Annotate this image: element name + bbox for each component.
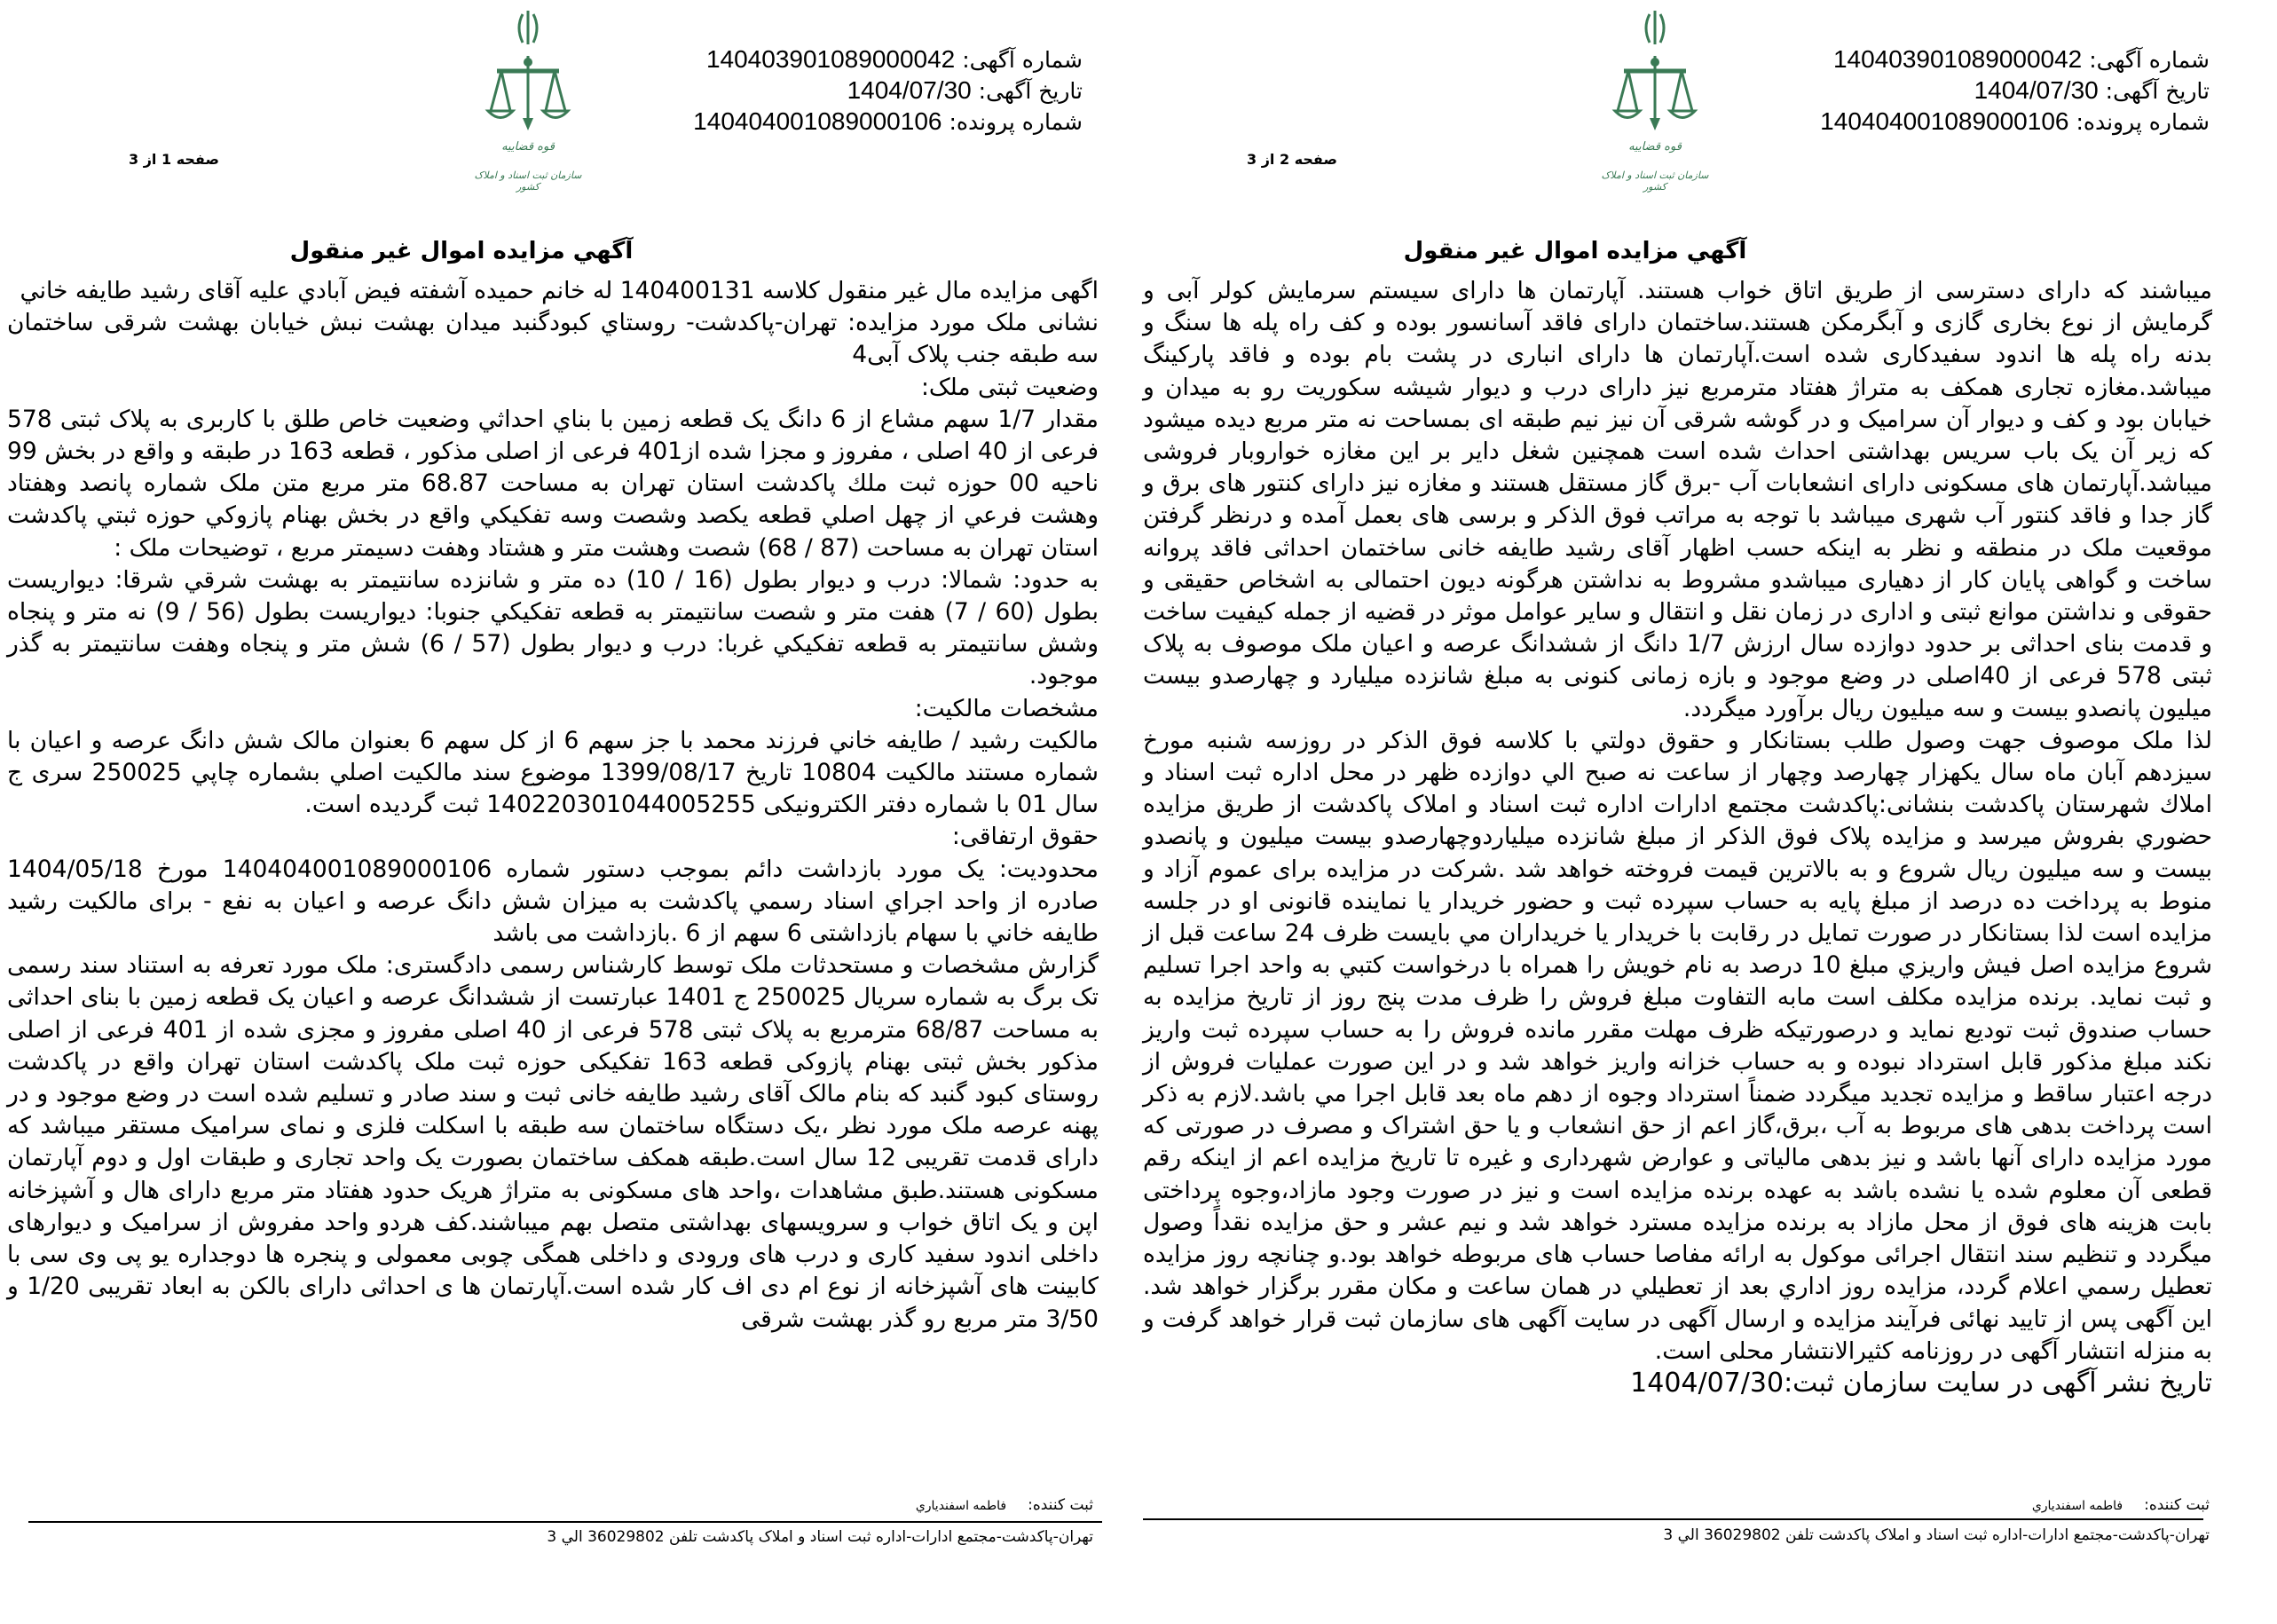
page-2 — [1136, 0, 2263, 1624]
file-number: 140404001089000106 — [693, 107, 942, 135]
notice-meta — [693, 44, 1083, 138]
judiciary-logo — [1601, 7, 1709, 198]
footer-divider — [1143, 1518, 2203, 1520]
scales-of-justice-icon — [484, 7, 572, 140]
notice-body — [1143, 275, 2212, 1399]
logo-caption-registration-org: سازمان ثبت اسناد و املاک کشور — [1601, 169, 1709, 193]
paragraph: به حدود: شمالا: درب و دیوار بطول (16 / 10) ده متر و شانزده سانتیمتر به بهشت شرقي شرقا: دیواریست بطول (60 / 7) هفت متر و شصت سانتیمتر به قطعه تفکیکي جنوبا: دیواریست بطول (56 / 9) نه متر و پنجاه وشش سانتیمتر به قطعه تفکیکي غربا: درب و دیوار بطول (57 / 6) شش متر و پنجاه وهفت سانتیمتر به گذر موجود. — [7, 565, 1099, 690]
notice-date-row — [1820, 75, 2210, 106]
file-number: 140404001089000106 — [1820, 107, 2069, 135]
notice-date-label: تاریخ آگهی: — [978, 78, 1083, 104]
file-number-label: شماره پرونده: — [949, 109, 1083, 135]
paragraph: نشانی ملک مورد مزایده: تهران-پاکدشت- روستاي کبودگنبد میدان بهشت نبش خیابان بهشت شرقی ساختمان سه طبقه جنب پلاک آبی4 — [7, 309, 1099, 369]
registrar-name: فاطمه اسفندیاري — [915, 1499, 1007, 1513]
paragraph: میباشند که دارای دسترسی از طریق اتاق خواب هستند. آپارتمان ها دارای سیستم سرمایش کولر آبی و گرمایش از نوع بخاری گازی و آبگرمکن هستند.ساختمان دارای فاقد آسانسور بوده و کف راه پله ها سنگ و بدنه راه پله ها اندود سفیدکاری شده است.آپارتمان ها دارای انباری در پشت بام بوده و فاقد پارکینگ میباشد.مغازه تجاری همکف به متراژ هفتاد مترمربع نیز دارای درب و دیوار شیشه سکوریت رو به میدان و خیابان بود و کف و دیوار آن سرامیک و در گوشه شرقی آن نیز نیم طبقه ای بمساحت نه متر مربع دیده میشود که زیر آن یک باب سریس بهداشتی احداث شده است همچنین شغل دایر بر این مغازه خواروبار فروشی میباشد.آپارتمان های مسکونی دارای انشعابات آب -برق گاز مستقل هستند و مغازه نیز دارای کنتور های برق و گاز جدا و فاقد کنتور آب شهری میباشد با توجه به مراتب فوق الذکر و برسی های بعمل آمده و درنظر گرفتن موقعیت ملک در منطقه و نظر به اینکه حسب اظهار آقای رشید طایفه خانی ساختمان احداثی فاقد پروانه ساخت و گواهی پایان کار از دهیاری میباشدو مشروط به نداشتن هرگونه دیون احتمالی به اشخاص حقیقی و حقوقی و نداشتن موانع ثبتی و اداری در زمان نقل و انتقال و سایر عوامل موثر در قضیه از جمله کیفیت ساخت و قدمت بنای احداثی بر حدود دوازده سال ارزش 1/7 دانگ از ششدانگ عرصه و اعیان ملک موصوف به پلاک ثبتی 578 فرعی از 40اصلی در وضع موجود و بازه زمانی کنونی به مبلغ شانزده میلیارد و چهارصدو بیست میلیون پانصدو بیست و سه میلیون ریال برآورد میگردد. — [1143, 277, 2212, 722]
paragraph: اگهی مزایده مال غیر منقول کلاسه 140400131 له خانم حمیده آشفته فیض آبادي علیه آقای رشید طایفه خاني — [20, 277, 1099, 304]
logo-caption-registration-org: سازمان ثبت اسناد و املاک کشور — [474, 169, 582, 193]
notice-number-row — [1820, 44, 2210, 75]
page-number: صفحه 1 از 3 — [129, 151, 219, 168]
notice-number: 140403901089000042 — [705, 45, 956, 73]
paragraph: وضعیت ثبتی ملک: — [920, 373, 1099, 401]
paragraph: مالکیت رشید / طایفه خاني فرزند محمد با جز سهم 6 از کل سهم 6 بعنوان مالک شش دانگ عرصه و اعیان با شماره مستند مالکیت 10804 تاریخ 1399/08/17 موضوع سند مالکیت اصلي بشماره چاپي 250025 سری ج سال 01 با شماره دفتر الکترونیکی 140220301044005255 ثبت گردیده است. — [7, 726, 1099, 819]
paragraph: لذا ملک موصوف جهت وصول طلب بستانکار و حقوق دولتي با کلاسه فوق الذکر در روزسه شنبه مورخ سیزدهم آبان ماه سال یکهزار چهارصد وچهار از ساعت نه صبح الي دوازده ظهر در محل اداره ثبت اسناد و املاك شهرستان پاکدشت بنشانی:پاکدشت مجتمع ادارات اداره ثبت اسناد و املاک پاکدشت از طریق مزایده حضوري بفروش میرسد و مزایده پلاک فوق الذکر از مبلغ شانزده میلیاردوچهارصدو بیست میلیون و پانصدو بیست و سه میلیون ریال شروع و به بالاترین قیمت فروخته خواهد شد .شرکت در مزایده برای عموم آزاد و منوط به پرداخت ده درصد از مبلغ پایه به حساب سپرده ثبت و حضور خریدار یا نماینده قانونی او در جلسه مزایده است لذا بستانکار در صورت تمایل در رقابت با خریدار یا خریداران مي بایست ظرف 24 ساعت قبل از شروع مزایده اصل فیش واریزي مبلغ 10 درصد به نام خویش را همراه با درخواست کتبي به واحد اجرا تسلیم و ثبت نماید. برنده مزایده مکلف است مابه التفاوت مبلغ فروش را ظرف مدت پنج روز از تاریخ مزایده به حساب صندوق ثبت تودیع نماید و درصورتیکه ظرف مهلت مقرر مانده فروش را به حساب سپرده ثبت واریز نکند مبلغ مذکور قابل استرداد نبوده و به حساب خزانه واریز خواهد شد و در این صورت عملیات فروش از درجه اعتبار ساقط و مزایده تجدید میگردد ضمناً استرداد وجوه از دهم ماه بعد قابل اجرا مي باشد.لازم به ذکر است پرداخت بدهی های مربوط به آب ،برق،گاز اعم از حق انشعاب و یا حق اشتراک و مصرف در صورتی که مورد مزایده دارای آنها باشد و نیز بدهی مالیاتی و عوارض شهرداری و غیره تا تاریخ مزایده اعم از اینکه رقم قطعی آن معلوم شده یا نشده باشد به عهده برنده مزایده است و نیز در صورت وجود مازاد،وجوه پرداختی بابت هزینه های فوق از محل مازاد به برنده مزایده مسترد خواهد شد و نیم عشر و حق مزایده نقداً وصول میگردد و تنظیم سند انتقال اجرائی موکول به ارائه مفاصا حساب های مربوطه خواهد بود.و چنانچه روز مزایده تعطیل رسمي اعلام گردد، مزایده روز اداري بعد از تعطیلي در همان ساعت و مکان مقرر برگزار خواهد شد. این آگهی پس از تایید نهائی فرآیند مزایده و ارسال آگهی در سایت آگهی های سازمان ثبت قرار خواهد گرفت و به منزله انتشار آگهی در روزنامه کثیرالانتشار محلی است. — [1143, 726, 2212, 1365]
page-1 — [0, 0, 1127, 1624]
document-title: آگهي مزایده اموال غیر منقول — [289, 238, 634, 264]
paragraph: مشخصات مالکیت: — [914, 694, 1099, 722]
notice-body — [7, 275, 1099, 1336]
notice-date: 1404/07/30 — [847, 76, 972, 104]
registrar-label: ثبت کننده: — [2144, 1496, 2210, 1514]
footer-address: تهران-پاکدشت-مجتمع ادارات-اداره ثبت اسناد و املاک پاکدشت تلفن 36029802 الي 3 — [547, 1528, 1093, 1546]
judiciary-logo — [474, 7, 582, 198]
registrar — [2032, 1496, 2210, 1514]
document-title: آگهي مزایده اموال غیر منقول — [1403, 238, 1747, 264]
notice-number-label: شماره آگهی: — [2089, 47, 2210, 73]
notice-date: 1404/07/30 — [1974, 76, 2099, 104]
notice-number: 140403901089000042 — [1832, 45, 2083, 73]
file-number-row — [1820, 106, 2210, 138]
footer-address: تهران-پاکدشت-مجتمع ادارات-اداره ثبت اسناد و املاک پاکدشت تلفن 36029802 الي 3 — [1663, 1526, 2210, 1544]
page-number: صفحه 2 از 3 — [1247, 151, 1337, 168]
logo-caption-judiciary: قوه قضاییه — [501, 140, 555, 154]
notice-meta — [1820, 44, 2210, 138]
logo-caption-judiciary: قوه قضاییه — [1628, 140, 1682, 154]
registrar — [916, 1496, 1093, 1514]
file-number-row — [693, 106, 1083, 138]
file-number-label: شماره پرونده: — [2076, 109, 2210, 135]
notice-number-label: شماره آگهی: — [962, 47, 1083, 73]
scales-of-justice-icon — [1611, 7, 1699, 140]
registrar-label: ثبت کننده: — [1028, 1496, 1093, 1514]
notice-date-row — [693, 75, 1083, 106]
paragraph: حقوق ارتفاقی: — [951, 823, 1099, 851]
registrar-name: فاطمه اسفندیاري — [2031, 1499, 2123, 1513]
notice-date-label: تاریخ آگهی: — [2105, 78, 2210, 104]
paragraph: گزارش مشخصات و مستحدثات ملک توسط کارشناس رسمی دادگستری: ملک مورد تعرفه به استناد سند رسمی تک برگ به شماره سریال 250025 ج 1401 عبارتست از ششدانگ عرصه و اعیان یک قطعه زمین با بنای احداثی به مساحت 68/87 مترمربع به پلاک ثبتی 578 فرعی از 40 اصلی مفروز و مجزی شده از 401 فرعی از اصلی مذکور بخش ثبتی بهنام پازوکی قطعه 163 تفکیکی حوزه ثبت ملک پاکدشت استان تهران واقع در پاکدشت روستای کبود گنبد که بنام مالک آقای رشید طایفه خانی ثبت و سند صادر و تسلیم شده است در وضع موجود و در پهنه عرصه ملک مورد نظر ،یک دستگاه ساختمان سه طبقه با اسکلت فلزی و نمای سرامیک مستقر میباشد که دارای قدمت تقریبی 12 سال است.طبقه همکف ساختمان بصورت یک واحد تجاری و طبقات اول و دوم آپارتمان مسکونی هستند.طبق مشاهدات ،واحد های مسکونی به متراژ هریک حدود هفتاد متر مربع دارای هال و آشپزخانه اپن و یک اتاق خواب و سرویسهای بهداشتی متصل بهم میباشند.کف هردو واحد مفروش از سرامیک و دیوارهای داخلی اندود سفید کاری و درب های ورودی و داخلی همگی چوبی معمولی و پنجره ها دوجداره یو پی وی سی با کابینت های آشپزخانه از نوع ام دی اف کار شده است.آپارتمان ها ی احداثی دارای بالکن به ابعاد تقریبی 1/20 و 3/50 متر مربع رو گذر بهشت شرقی — [7, 951, 1099, 1333]
publish-date-line: تاریخ نشر آگهی در سایت سازمان ثبت:1404/07/30 — [1630, 1367, 2212, 1399]
paragraph: مقدار 1/7 سهم مشاع از 6 دانگ یک قطعه زمین با بناي احداثي وضعیت خاص طلق با کاربری به پلاک ثبتی 578 فرعی از 40 اصلی ، مفروز و مجزا شده از401 فرعی از اصلی مذکور ، قطعه 163 در طبقه و واقع در بخش 99 ناحیه 00 حوزه ثبت ملك پاكدشت استان تهران به مساحت 68.87 متر مربع متن ملک شماره پانصد وهفتاد وهشت فرعي از چهل اصلي قطعه یکصد وشصت وسه تفکیکي واقع در بخش بهنام پازوكي حوزه ثبتي پاکدشت استان تهران به مساحت (87 / 68) شصت وهشت متر و هشتاد وهفت دسیمتر مربع ، توضیحات ملک : — [7, 405, 1099, 562]
notice-number-row — [693, 44, 1083, 75]
footer-divider — [28, 1521, 1102, 1523]
paragraph: محدودیت: یک مورد بازداشت دائم بموجب دستور شماره 140404001089000106 مورخ 1404/05/18 صادره از واحد اجراي اسناد رسمي پاکدشت به میزان شش دانگ عرصه و اعیان به نفع - برای مالکیت رشید طایفه خاني با سهام بازداشتی 6 سهم از 6 .بازداشت می باشد — [7, 855, 1099, 948]
